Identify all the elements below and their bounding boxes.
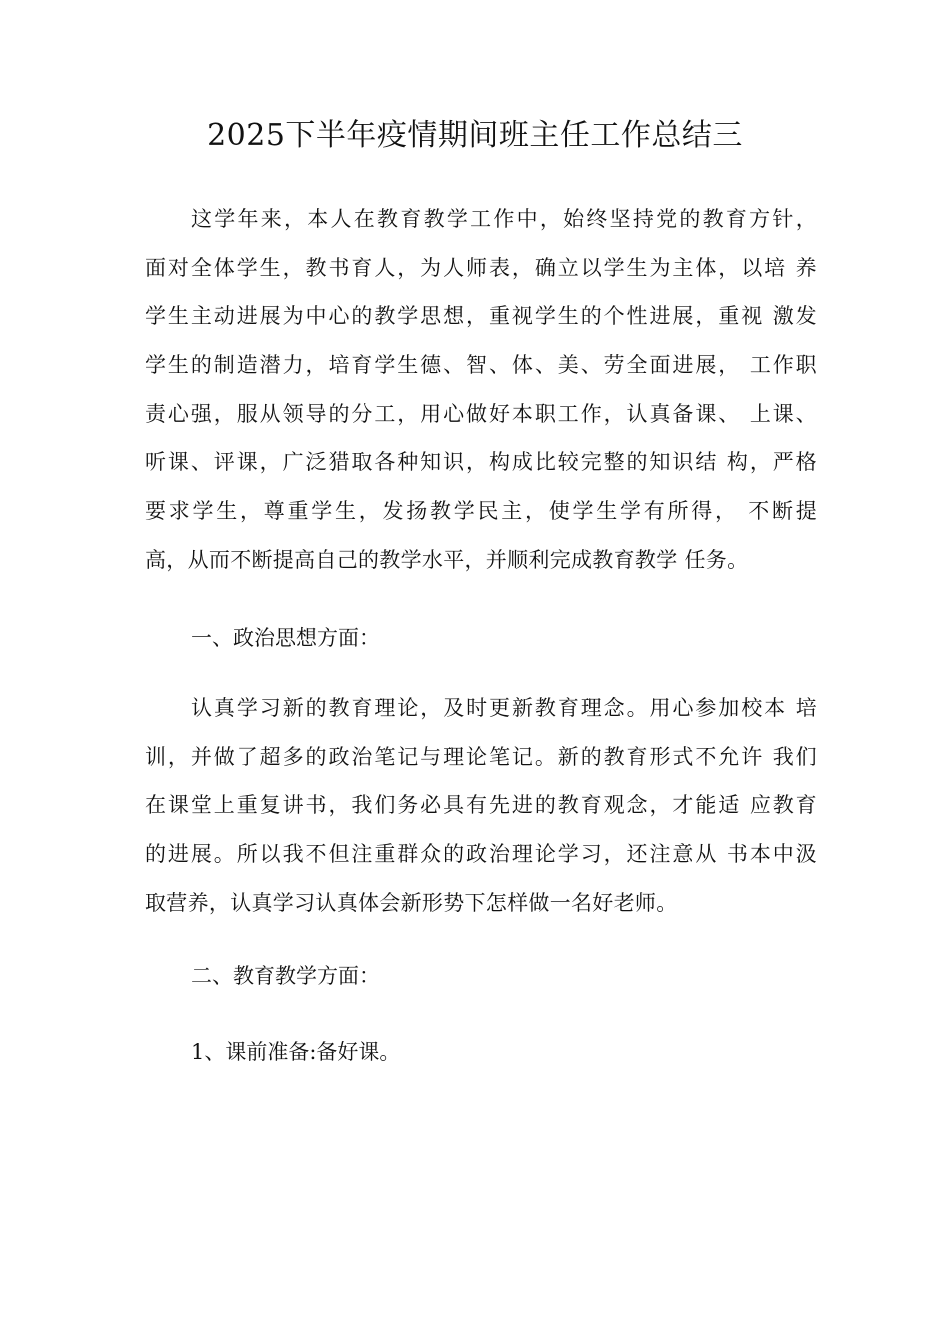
list-item: 1、课前准备:备好课。	[191, 1040, 401, 1064]
text-line: 高，从而不断提高自己的教学水平，并顺利完成教育教学 任务。	[145, 547, 749, 572]
intro-paragraph	[145, 195, 817, 585]
text-line: 面对全体学生，教书育人，为人师表，确立以学生为主体，以培 养	[145, 255, 817, 280]
section-heading: 一、政治思想方面：	[191, 626, 380, 650]
text-line: 听课、评课，广泛猎取各种知识，构成比较完整的知识结 构，严格	[145, 450, 817, 475]
text-line: 学生的制造潜力，培育学生德、智、体、美、劳全面进展， 工作职	[145, 353, 817, 378]
text-line: 训，并做了超多的政治笔记与理论笔记。新的教育形式不允许 我们	[145, 744, 817, 769]
text-line: 取营养，认真学习认真体会新形势下怎样做一名好老师。	[145, 890, 678, 915]
text-line: 这学年来，本人在教育教学工作中，始终坚持党的教育方针，	[191, 207, 817, 231]
section-heading-politics	[145, 614, 817, 662]
politics-paragraph	[145, 684, 817, 927]
section-heading: 二、教育教学方面：	[191, 964, 380, 988]
list-item-lesson-prep	[145, 1028, 817, 1076]
text-line: 要求学生，尊重学生，发扬教学民主，使学生学有所得， 不断提	[145, 499, 817, 524]
text-line: 在课堂上重复讲书，我们务必具有先进的教育观念，才能适 应教育	[145, 793, 817, 818]
section-heading-teaching	[145, 952, 817, 1000]
text-line: 的进展。所以我不但注重群众的政治理论学习，还注意从 书本中汲	[145, 842, 817, 867]
text-line: 学生主动进展为中心的教学思想，重视学生的个性进展，重视 激发	[145, 304, 817, 329]
text-line: 责心强，服从领导的分工，用心做好本职工作，认真备课、 上课、	[145, 401, 817, 426]
text-line: 认真学习新的教育理论，及时更新教育理念。用心参加校本 培	[191, 696, 817, 720]
document-title: 2025下半年疫情期间班主任工作总结三	[207, 118, 743, 153]
